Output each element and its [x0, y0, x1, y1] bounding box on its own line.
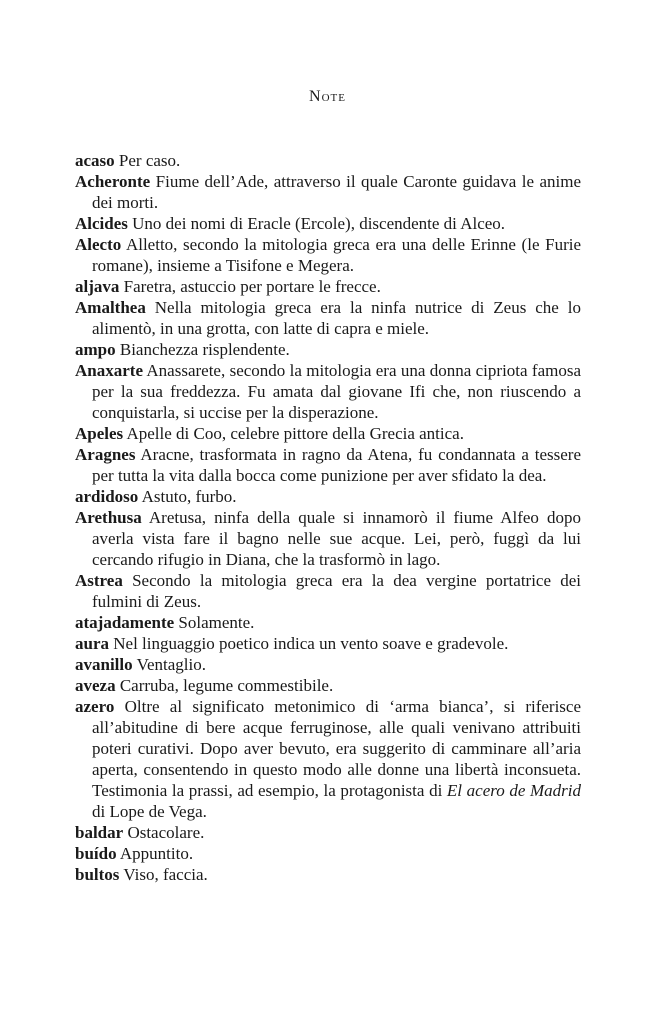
- glossary-entry: [75, 444, 581, 486]
- glossary-term: Anaxarte: [75, 361, 143, 380]
- glossary-term: avanillo: [75, 655, 133, 674]
- glossary-entry: [75, 339, 581, 360]
- glossary-definition: Appuntito.: [119, 844, 194, 863]
- glossary-term: ampo: [75, 340, 116, 359]
- glossary-entry: [75, 612, 581, 633]
- glossary-entry: [75, 486, 581, 507]
- glossary-entry: [75, 276, 581, 297]
- glossary-definition: Aracne, trasformata in ragno da Atena, fu condannata a tessere per tutta la vita dalla bocca come punizione per aver sfidato la dea.: [92, 445, 581, 485]
- glossary-definition: Oltre al significato metonimico di ‘arma bianca’, si riferisce all’abitudine di bere acque ferruginose, alle quali venivano attribuiti poteri curativi. Dopo aver bevuto, era suggerito di camminare all’aria aperta, consentendo in questo modo alle donne una libertà inconsueta. Testimonia la prassi, ad esempio, la protagonista di: [92, 697, 581, 800]
- glossary-entry: [75, 570, 581, 612]
- glossary-definition: Per caso.: [118, 151, 181, 170]
- glossary-entry: [75, 171, 581, 213]
- glossary-entry: [75, 864, 581, 885]
- glossary-term: aura: [75, 634, 109, 653]
- glossary-definition: Nella mitologia greca era la ninfa nutrice di Zeus che lo alimentò, in una grotta, con latte di capra e miele.: [92, 298, 582, 338]
- glossary-definition: Ostacolare.: [127, 823, 205, 842]
- glossary-entry: [75, 234, 581, 276]
- glossary-entry: [75, 360, 581, 423]
- glossary-definition: Aretusa, ninfa della quale si innamorò il fiume Alfeo dopo averla vista fare il bagno nelle sue acque. Lei, però, fuggì da lui cercando rifugio in Diana, che la trasformò in lago.: [92, 508, 581, 569]
- glossary-definition: Carruba, legume commestibile.: [119, 676, 334, 695]
- glossary-list: [75, 150, 581, 885]
- glossary-definition: Astuto, furbo.: [141, 487, 237, 506]
- page-title: Note: [309, 88, 346, 105]
- glossary-term: Alcides: [75, 214, 128, 233]
- glossary-term: Apeles: [75, 424, 124, 443]
- glossary-entry: [75, 696, 581, 822]
- glossary-term: Acheronte: [75, 172, 151, 191]
- glossary-term: atajadamente: [75, 613, 175, 632]
- glossary-entry: [75, 843, 581, 864]
- glossary-definition: Nel linguaggio poetico indica un vento soave e gradevole.: [113, 634, 509, 653]
- glossary-term: Astrea: [75, 571, 123, 590]
- glossary-term: acaso: [75, 151, 115, 170]
- glossary-entry: [75, 213, 581, 234]
- glossary-term: buído: [75, 844, 117, 863]
- glossary-entry: [75, 507, 581, 570]
- glossary-entry: [75, 297, 581, 339]
- glossary-entry: [75, 822, 581, 843]
- glossary-definition: Solamente.: [178, 613, 255, 632]
- glossary-term: baldar: [75, 823, 124, 842]
- glossary-entry: [75, 423, 581, 444]
- glossary-entry: [75, 654, 581, 675]
- glossary-term: Aragnes: [75, 445, 136, 464]
- glossary-definition: Uno dei nomi di Eracle (Ercole), discendente di Alceo.: [132, 214, 506, 233]
- glossary-term: aveza: [75, 676, 116, 695]
- glossary-definition: Fiume dell’Ade, attraverso il quale Caronte guidava le anime dei morti.: [92, 172, 582, 212]
- glossary-entry: [75, 633, 581, 654]
- glossary-term: bultos: [75, 865, 120, 884]
- glossary-definition: Anassarete, secondo la mitologia era una donna cipriota famosa per la sua freddezza. Fu amata dal giovane Ifi che, non riuscendo a conquistarla, si uccise per la disperazione.: [92, 361, 581, 422]
- glossary-term: azero: [75, 697, 115, 716]
- glossary-work-title: El acero de Madrid: [446, 781, 582, 800]
- glossary-term: Amalthea: [75, 298, 146, 317]
- glossary-entry: [75, 150, 581, 171]
- glossary-definition: Faretra, astuccio per portare le frecce.: [123, 277, 381, 296]
- glossary-definition: Secondo la mitologia greca era la dea vergine portatrice dei fulmini di Zeus.: [92, 571, 582, 611]
- glossary-definition: Ventaglio.: [136, 655, 206, 674]
- glossary-definition: Bianchezza risplendente.: [119, 340, 290, 359]
- glossary-definition: Apelle di Coo, celebre pittore della Grecia antica.: [126, 424, 464, 443]
- glossary-term: Alecto: [75, 235, 122, 254]
- glossary-definition: Alletto, secondo la mitologia greca era una delle Erinne (le Furie romane), insieme a Tisifone e Megera.: [92, 235, 581, 275]
- glossary-term: aljava: [75, 277, 120, 296]
- glossary-term: Arethusa: [75, 508, 142, 527]
- glossary-term: ardidoso: [75, 487, 139, 506]
- glossary-definition-end: di Lope de Vega.: [92, 802, 207, 821]
- glossary-definition: Viso, faccia.: [123, 865, 208, 884]
- glossary-entry: [75, 675, 581, 696]
